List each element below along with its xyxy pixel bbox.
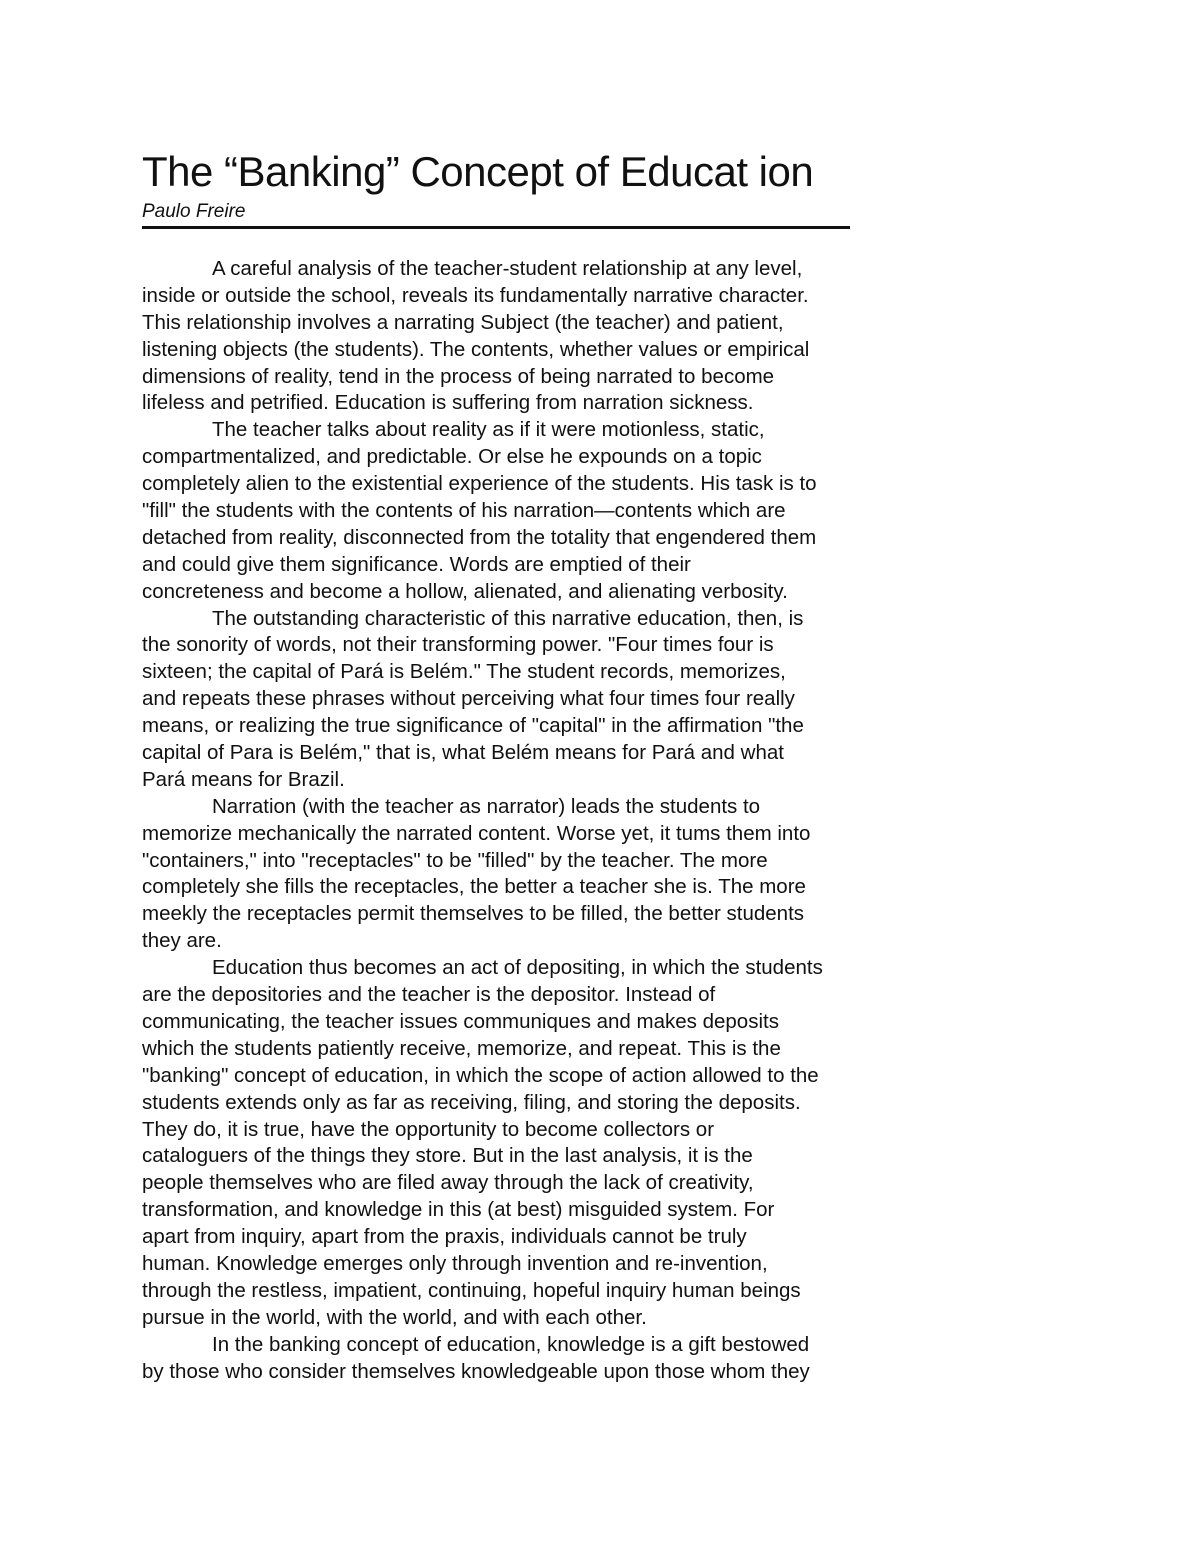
text-line: listening objects (the students). The contents, whether values or empirical [142, 337, 810, 361]
paragraph-first-line: Narration (with the teacher as narrator) leads the students to [212, 794, 761, 818]
text-line: transformation, and knowledge in this (at best) misguided system. For [142, 1198, 775, 1222]
paragraph-first-line: In the banking concept of education, knowledge is a gift bestowed [212, 1332, 810, 1356]
paragraph-first-line: A careful analysis of the teacher-student relationship at any level, [212, 257, 803, 280]
text-line: lifeless and petrified. Education is suffering from narration sickness. [142, 391, 754, 415]
document-title: The “Banking” Concept of Educat ion [142, 148, 814, 195]
body-text [142, 256, 932, 1385]
text-line: and repeats these phrases without perceiving what four times four really [142, 687, 795, 711]
text-line: "fill" the students with the contents of his narration—contents which are [142, 499, 786, 523]
text-line: human. Knowledge emerges only through invention and re-invention, [142, 1251, 768, 1275]
paragraph-first-line: The outstanding characteristic of this narrative education, then, is [212, 606, 804, 630]
text-line: compartmentalized, and predictable. Or else he expounds on a topic [142, 445, 762, 469]
text-line: meekly the receptacles permit themselves to be filled, the better students [142, 902, 805, 926]
text-line: students extends only as far as receiving, filing, and storing the deposits. [142, 1090, 801, 1114]
author-name: Paulo Freire [142, 201, 246, 222]
text-line: completely she fills the receptacles, the better a teacher she is. The more [142, 875, 806, 899]
text-line: are the depositories and the teacher is the depositor. Instead of [142, 983, 716, 1007]
text-line: and could give them significance. Words are emptied of their [142, 552, 691, 576]
text-line: inside or outside the school, reveals its fundamentally narrative character. [142, 283, 809, 307]
text-line: They do, it is true, have the opportunity to become collectors or [142, 1117, 715, 1141]
text-line: means, or realizing the true significance of "capital" in the affirmation "the [142, 714, 804, 738]
text-line: apart from inquiry, apart from the praxis, individuals cannot be truly [142, 1225, 747, 1249]
text-line: which the students patiently receive, memorize, and repeat. This is the [142, 1036, 781, 1060]
text-line: memorize mechanically the narrated content. Worse yet, it tums them into [142, 821, 811, 845]
text-line: through the restless, impatient, continuing, hopeful inquiry human beings [142, 1278, 801, 1302]
text-line: the sonority of words, not their transforming power. "Four times four is [142, 633, 774, 657]
text-line: by those who consider themselves knowledgeable upon those whom they [142, 1359, 810, 1383]
text-line: completely alien to the existential experience of the students. His task is to [142, 472, 817, 496]
text-line: This relationship involves a narrating Subject (the teacher) and patient, [142, 310, 784, 334]
paragraph-first-line: The teacher talks about reality as if it were motionless, static, [212, 418, 765, 442]
text-line: they are. [142, 929, 222, 953]
text-line: "banking" concept of education, in which the scope of action allowed to the [142, 1063, 819, 1087]
text-line: people themselves who are filed away through the lack of creativity, [142, 1171, 754, 1195]
paragraph-first-line: Education thus becomes an act of depositing, in which the students [212, 956, 823, 980]
text-line: pursue in the world, with the world, and with each other. [142, 1305, 647, 1329]
text-line: "containers," into "receptacles" to be "filled" by the teacher. The more [142, 848, 768, 872]
text-line: communicating, the teacher issues communiques and makes deposits [142, 1009, 779, 1033]
text-line: capital of Para is Belém," that is, what Belém means for Pará and what [142, 741, 784, 765]
text-line: concreteness and become a hollow, alienated, and alienating verbosity. [142, 579, 788, 603]
text-line: dimensions of reality, tend in the process of being narrated to become [142, 364, 775, 388]
text-line: Pará means for Brazil. [142, 767, 345, 791]
text-line: sixteen; the capital of Pará is Belém." The student records, memorizes, [142, 660, 786, 684]
document-page [142, 148, 932, 1385]
text-line: detached from reality, disconnected from the totality that engendered them [142, 525, 817, 549]
text-line: cataloguers of the things they store. But in the last analysis, it is the [142, 1144, 753, 1168]
title-divider [142, 226, 850, 229]
